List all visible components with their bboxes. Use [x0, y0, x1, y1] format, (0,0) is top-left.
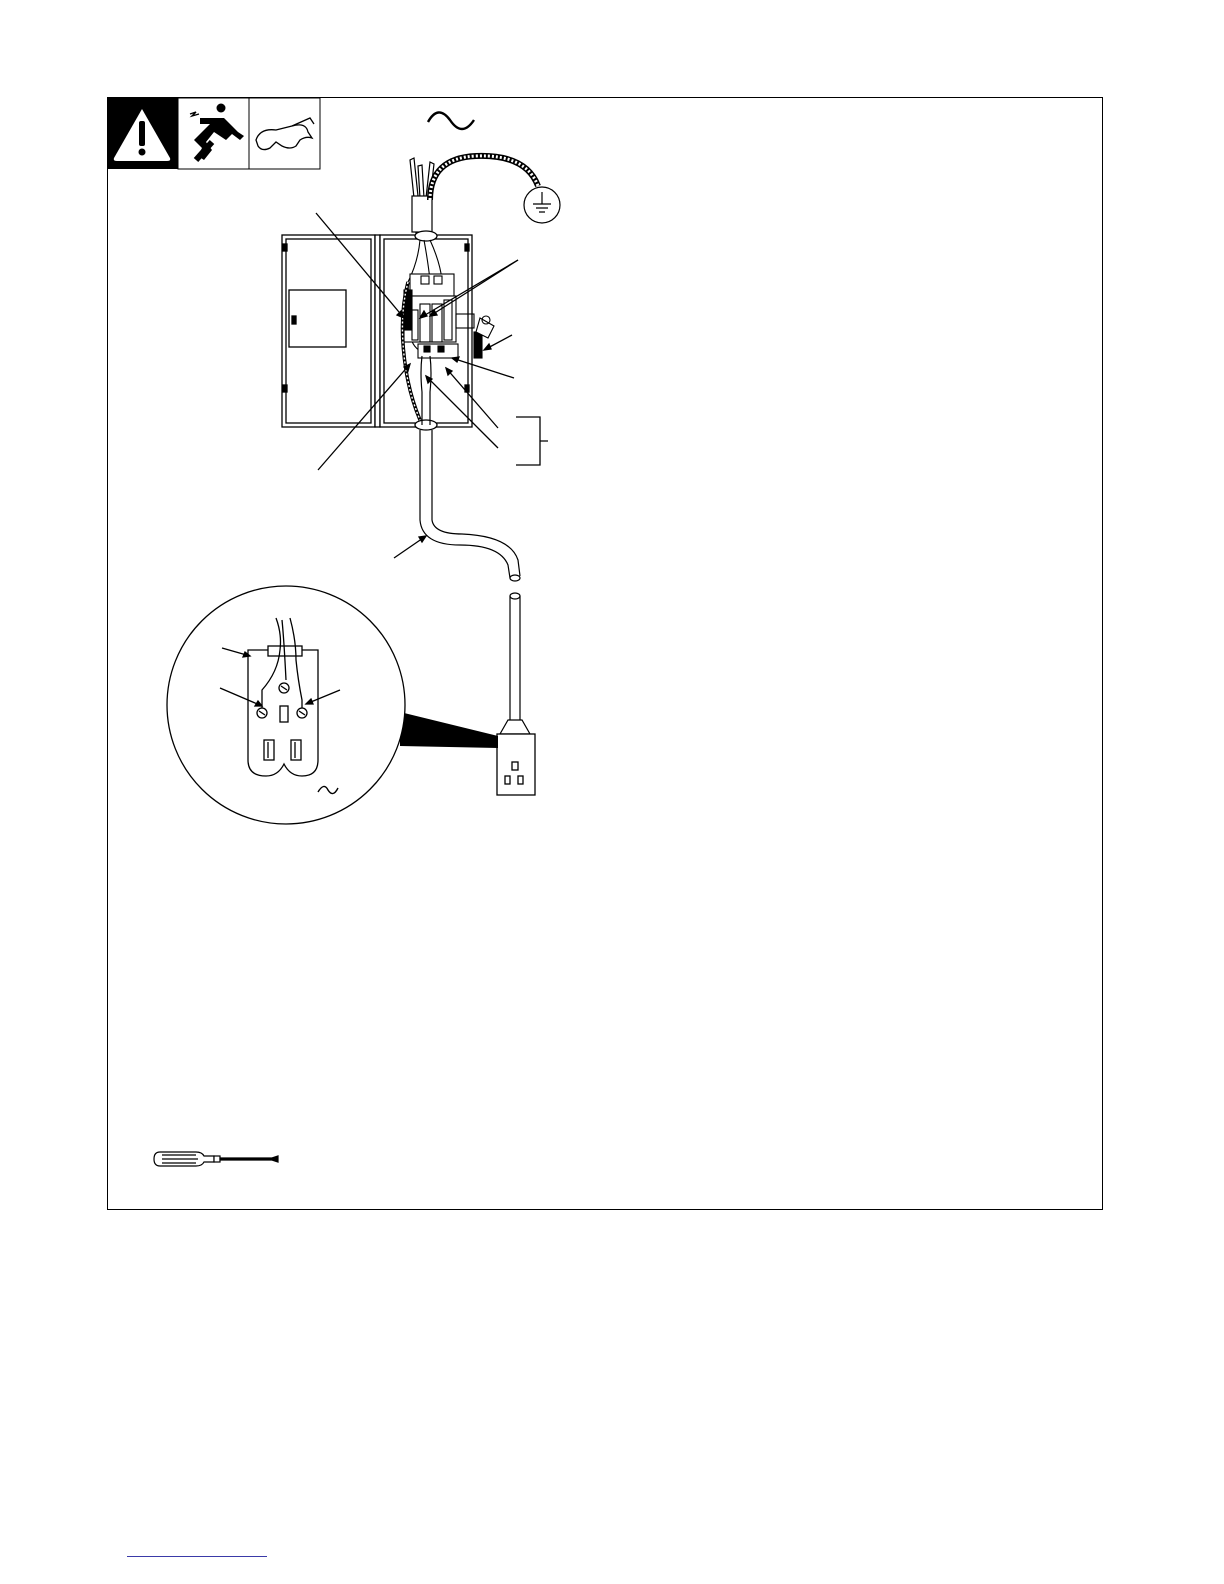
safety-glasses-icon: [249, 98, 320, 169]
ground-wire: [430, 156, 538, 200]
ac-symbol-large: [428, 112, 474, 129]
receptacle-detail: [167, 586, 405, 824]
screwdriver-icon: [154, 1152, 278, 1166]
zoom-wedge: [400, 712, 498, 748]
electric-shock-hazard-icon: [178, 98, 249, 169]
ground-symbol-icon: [524, 187, 560, 223]
receptacle: [497, 734, 535, 795]
footer-link[interactable]: [127, 1556, 267, 1557]
warning-triangle-icon: [107, 98, 178, 169]
